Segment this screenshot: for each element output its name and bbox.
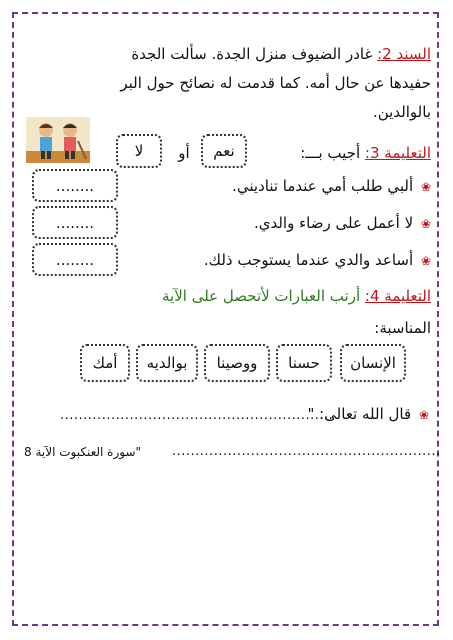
- task4-instruction: أرتب العبارات لأتحصل على الآية: [161, 287, 361, 305]
- word-2: حسنا: [288, 354, 320, 372]
- answer-box-1[interactable]: [32, 169, 118, 202]
- surah-reference: "سورة العنكبوت الآية 8: [24, 445, 142, 459]
- option-no-text: لا: [134, 142, 144, 160]
- task3-instruction: أجيب بـــ:: [300, 144, 361, 162]
- sanad-line-1: [22, 42, 431, 66]
- answer-box-2-dots: ........: [55, 213, 95, 232]
- star-bullet-icon: ❀: [420, 217, 431, 231]
- answer-box-2[interactable]: [32, 206, 118, 239]
- word-box-1[interactable]: [340, 344, 406, 382]
- task3-item-2-text: لا أعمل على رضاء والدي.: [253, 214, 414, 232]
- sanad-text-1: غادر الضيوف منزل الجدة. سألت الجدة: [131, 45, 373, 63]
- star-bullet-icon: ❀: [420, 254, 431, 268]
- word-4: بوالديه: [146, 354, 188, 372]
- answer-box-3[interactable]: [32, 243, 118, 276]
- word-box-5[interactable]: [80, 344, 130, 382]
- task3-label: التعليمة 3:: [364, 144, 431, 162]
- word-5: أمك: [92, 354, 118, 372]
- option-yes-text: نعم: [213, 142, 235, 160]
- task4-instruction-cont: المناسبة:: [374, 319, 431, 337]
- word-box-2[interactable]: [276, 344, 332, 382]
- answer-box-1-dots: ........: [55, 176, 95, 195]
- option-no-box: [116, 134, 162, 168]
- sanad-line-3: بالوالدين.: [372, 103, 431, 121]
- verse-answer-dots[interactable]: ...........................................................: [60, 408, 334, 423]
- sanad-line-2: حفيدها عن حال أمه. كما قدمت له نصائح حول البر: [120, 74, 431, 92]
- task4-header: [22, 284, 431, 308]
- word-1: الإنسان: [350, 354, 396, 372]
- task3-header: [300, 141, 431, 165]
- task3-item-1-text: ألبي طلب أمي عندما تناديني.: [232, 177, 414, 195]
- star-bullet-icon: ❀: [418, 408, 429, 422]
- answer-box-3-dots: ........: [55, 250, 95, 269]
- word-box-4[interactable]: [136, 344, 198, 382]
- task3-item-3-text: أساعد والدي عندما يستوجب ذلك.: [203, 251, 414, 269]
- sanad-label: السند 2:: [377, 45, 431, 63]
- reference-dots[interactable]: ..........................................................: [172, 444, 441, 459]
- word-box-3[interactable]: [204, 344, 270, 382]
- verse-intro-text: قال الله تعالى: ": [307, 405, 412, 423]
- task4-label: التعليمة 4:: [364, 287, 431, 305]
- children-illustration: [26, 117, 90, 163]
- or-word: أو: [178, 144, 190, 162]
- word-3: ووصينا: [216, 354, 258, 372]
- star-bullet-icon: ❀: [420, 180, 431, 194]
- option-yes-box: [201, 134, 247, 168]
